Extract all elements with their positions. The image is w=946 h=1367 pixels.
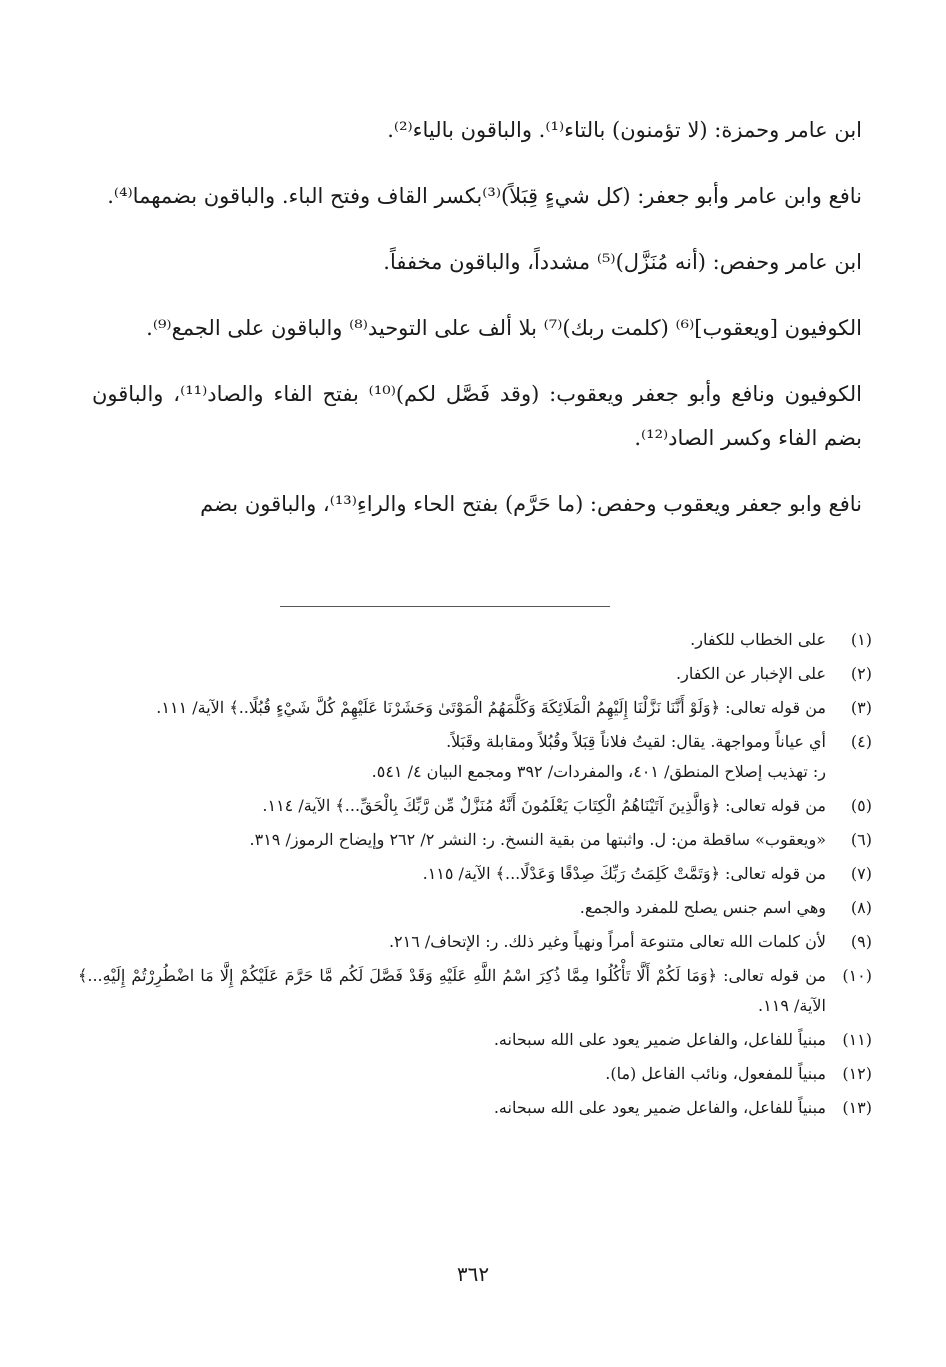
- footnote-reference: ر: تهذيب إصلاح المنطق/ ٤٠١، والمفردات/ ٣٩٢ ومجمع البيان ٤/ ٥٤١.: [371, 762, 826, 781]
- footnote-text: من قوله تعالى: ﴿وَلَوْ أَنَّنَا نَزَّلْنَا إِلَيْهِمُ الْمَلَائِكَةَ وَكَلَّمَهُمُ الْمَوْتَىٰ وَحَشَرْنَا عَلَيْهِمْ كُلَّ شَيْءٍ قُبُلًا..﴾ الآية/ ١١١.: [156, 698, 826, 717]
- footnote-number: (١): [850, 630, 872, 649]
- footnote-divider: [280, 606, 610, 607]
- body-paragraph: نافع وابن عامر وأبو جعفر: (كل شيءٍ قِبَلاً)⁽³⁾بكسر القاف وفتح الباء. والباقون بضمهما⁽⁴⁾.: [107, 184, 862, 208]
- footnote-number: (٩): [850, 932, 872, 951]
- footnote-number: (٦): [850, 830, 872, 849]
- footnote-item: [78, 625, 872, 655]
- footnote-text: من قوله تعالى: ﴿وَتَمَّتْ كَلِمَتُ رَبِّكَ صِدْقًا وَعَدْلًا...﴾ الآية/ ١١٥.: [422, 864, 826, 883]
- footnote-number: (١٣): [842, 1098, 872, 1117]
- footnote-text: وهي اسم جنس يصلح للمفرد والجمع.: [579, 898, 826, 917]
- body-paragraph: ابن عامر وحمزة: (لا تؤمنون) بالتاء⁽¹⁾. والباقون بالياء⁽²⁾.: [387, 118, 862, 142]
- footnote-number: (٢): [850, 664, 872, 683]
- footnote-item: [78, 927, 872, 957]
- footnote-number: (٧): [850, 864, 872, 883]
- footnote-item: [78, 693, 872, 723]
- footnote-text: مبنياً للفاعل، والفاعل ضمير يعود على الله سبحانه.: [493, 1098, 826, 1117]
- footnote-item: [78, 1093, 872, 1123]
- footnote-item: [78, 791, 872, 821]
- footnote-item: [78, 961, 872, 1021]
- footnote-item: [78, 1025, 872, 1055]
- footnote-text: على الإخبار عن الكفار.: [676, 664, 826, 683]
- footnote-item: [78, 825, 872, 855]
- footnote-text: أي عياناً ومواجهة. يقال: لقيتُ فلاناً قِبَلاً وقُبُلاً ومقابلة وقَبَلاً.: [446, 732, 826, 751]
- footnote-text: لأن كلمات الله تعالى متنوعة أمراً ونهياً وغير ذلك. ر: الإتحاف/ ٢١٦.: [388, 932, 826, 951]
- footnote-text: من قوله تعالى: ﴿وَمَا لَكُمْ أَلَّا تَأْكُلُوا مِمَّا ذُكِرَ اسْمُ اللَّهِ عَلَيْهِ وَقَدْ فَصَّلَ لَكُم مَّا حَرَّمَ عَلَيْكُمْ إِلَّا مَا اضْطُرِرْتُمْ إِلَيْهِ...﴾ الآية/ ١١٩.: [78, 966, 826, 1015]
- main-text-block: [92, 108, 862, 548]
- footnote-text: مبنياً للفاعل، والفاعل ضمير يعود على الله سبحانه.: [493, 1030, 826, 1049]
- footnote-item: [78, 859, 872, 889]
- body-paragraph: الكوفيون ونافع وأبو جعفر ويعقوب: (وقد فَصَّل لكم)⁽¹⁰⁾ بفتح الفاء والصاد⁽¹¹⁾، والباقون بضم الفاء وكسر الصاد⁽¹²⁾.: [92, 382, 863, 450]
- footnote-item: [78, 893, 872, 923]
- footnote-number: (٤): [850, 732, 872, 751]
- footnote-text: مبنياً للمفعول، ونائب الفاعل (ما).: [605, 1064, 826, 1083]
- footnote-text-group: [78, 727, 826, 787]
- footnote-text: على الخطاب للكفار.: [690, 630, 826, 649]
- footnote-number: (٨): [850, 898, 872, 917]
- footnote-item: [78, 659, 872, 689]
- footnote-number: (٣): [850, 698, 872, 717]
- footnote-number: (٥): [850, 796, 872, 815]
- footnotes-block: [78, 625, 872, 1127]
- body-paragraph: الكوفيون [ويعقوب]⁽⁶⁾ (كلمت ربك)⁽⁷⁾ بلا ألف على التوحيد⁽⁸⁾ والباقون على الجمع⁽⁹⁾.: [146, 316, 862, 340]
- body-paragraph: ابن عامر وحفص: (أنه مُنَزَّل)⁽⁵⁾ مشدداً، والباقون مخففاً.: [383, 250, 862, 274]
- footnote-number: (١٢): [842, 1064, 872, 1083]
- footnote-number: (١٠): [842, 966, 872, 985]
- page-number: ٣٦٢: [456, 1262, 490, 1286]
- footnote-item: [78, 1059, 872, 1089]
- footnote-number: (١١): [842, 1030, 872, 1049]
- footnote-text: «ويعقوب» ساقطة من: ل. واثبتها من بقية النسخ. ر: النشر ٢/ ٢٦٢ وإيضاح الرموز/ ٣١٩.: [249, 830, 826, 849]
- footnote-item: [78, 727, 872, 787]
- body-paragraph: نافع وابو جعفر ويعقوب وحفص: (ما حَرَّم) بفتح الحاء والراءِ⁽¹³⁾، والباقون بضم: [200, 492, 862, 516]
- footnote-text: من قوله تعالى: ﴿وَالَّذِينَ آتَيْنَاهُمُ الْكِتَابَ يَعْلَمُونَ أَنَّهُ مُنَزَّلٌ مِّن رَّبِّكَ بِالْحَقِّ...﴾ الآية/ ١١٤.: [262, 796, 826, 815]
